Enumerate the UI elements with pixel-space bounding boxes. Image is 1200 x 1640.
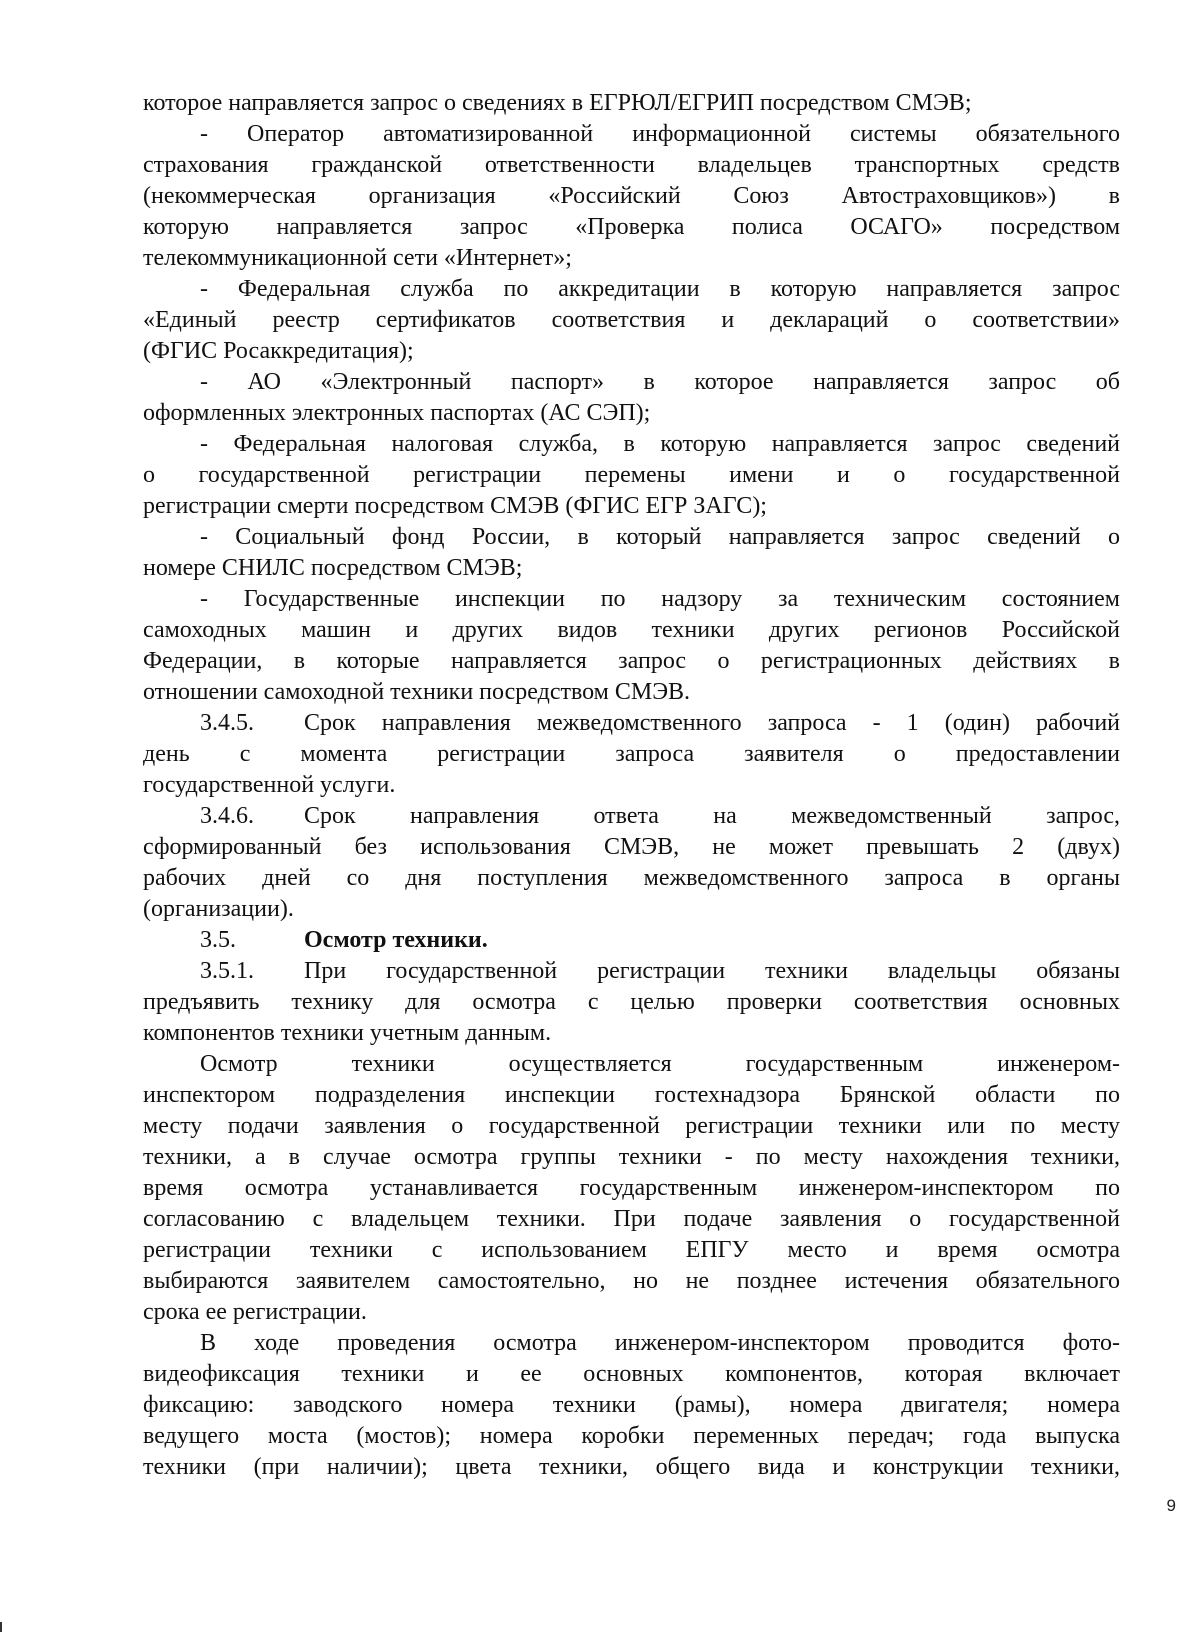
text-line: которую направляется запрос «Проверка полиса ОСАГО» посредством: [143, 214, 1120, 240]
text-line: - Федеральная служба по аккредитации в которую направляется запрос: [200, 276, 1120, 302]
text-line: номере СНИЛС посредством СМЭВ;: [143, 555, 523, 581]
text-line: выбираются заявителем самостоятельно, но не позднее истечения обязательного: [143, 1268, 1120, 1294]
text-line: оформленных электронных паспортах (АС СЭП);: [143, 400, 651, 426]
text-line: страхования гражданской ответственности владельцев транспортных средств: [143, 152, 1120, 178]
text-line: ведущего моста (мостов); номера коробки переменных передач; года выпуска: [143, 1423, 1120, 1449]
section-3-4-6: [143, 801, 1120, 832]
text-line: компонентов техники учетным данным.: [143, 1020, 552, 1046]
text-line: В ходе проведения осмотра инженером-инспектором проводится фото-: [200, 1330, 1120, 1356]
text-line: При государственной регистрации техники владельцы обязаны: [304, 958, 1120, 984]
text-line: время осмотра устанавливается государственным инженером-инспектором по: [143, 1175, 1120, 1201]
text-line: регистрации техники с использованием ЕПГУ место и время осмотра: [143, 1237, 1120, 1263]
text-line: согласованию с владельцем техники. При подаче заявления о государственной: [143, 1206, 1120, 1232]
text-line: предъявить технику для осмотра с целью проверки соответствия основных: [143, 989, 1120, 1015]
text-line: Федерации, в которые направляется запрос о регистрационных действиях в: [143, 648, 1120, 674]
text-line: телекоммуникационной сети «Интернет»;: [143, 245, 572, 271]
text-line: о государственной регистрации перемены имени и о государственной: [143, 462, 1120, 488]
text-line: - Государственные инспекции по надзору за техническим состоянием: [200, 586, 1120, 612]
text-line: месту подачи заявления о государственной регистрации техники или по месту: [143, 1113, 1120, 1139]
text-line: - Федеральная налоговая служба, в которую направляется запрос сведений: [200, 431, 1120, 457]
text-line: (организации).: [143, 896, 294, 922]
text-line: «Единый реестр сертификатов соответствия и деклараций о соответствии»: [143, 307, 1120, 333]
text-line: день с момента регистрации запроса заявителя о предоставлении: [143, 741, 1120, 767]
text-line: техники, а в случае осмотра группы техники - по месту нахождения техники,: [143, 1144, 1120, 1170]
page-number: 9: [1166, 1496, 1176, 1515]
section-number: 3.4.5.: [200, 710, 254, 736]
text-line: - АО «Электронный паспорт» в которое направляется запрос об: [200, 369, 1120, 395]
text-line: (ФГИС Росаккредитация);: [143, 338, 414, 364]
section-heading-3-5: [143, 925, 1120, 956]
document-body: [143, 88, 1120, 1483]
text-line: которое направляется запрос о сведениях в ЕГРЮЛ/ЕГРИП посредством СМЭВ;: [143, 90, 972, 116]
text-line: видеофиксация техники и ее основных компонентов, которая включает: [143, 1361, 1120, 1387]
section-number: 3.4.6.: [200, 803, 254, 829]
section-3-4-5: [143, 708, 1120, 739]
text-line: регистрации смерти посредством СМЭВ (ФГИС ЕГР ЗАГС);: [143, 493, 767, 519]
text-line: - Социальный фонд России, в который направляется запрос сведений о: [200, 524, 1120, 550]
section-3-5-1: [143, 956, 1120, 987]
text-line: инспектором подразделения инспекции гостехнадзора Брянской области по: [143, 1082, 1120, 1108]
text-line: Срок направления ответа на межведомственный запрос,: [304, 803, 1120, 829]
text-line: Срок направления межведомственного запроса - 1 (один) рабочий: [304, 710, 1120, 736]
scan-edge-mark: [0, 1622, 2, 1632]
text-line: рабочих дней со дня поступления межведомственного запроса в органы: [143, 865, 1120, 891]
section-number: 3.5.: [200, 927, 236, 953]
text-line: отношении самоходной техники посредством СМЭВ.: [143, 679, 691, 705]
section-title: Осмотр техники.: [304, 927, 488, 953]
text-line: - Оператор автоматизированной информационной системы обязательного: [200, 121, 1120, 147]
text-line: сформированный без использования СМЭВ, не может превышать 2 (двух): [143, 834, 1120, 860]
section-number: 3.5.1.: [200, 958, 254, 984]
text-line: техники (при наличии); цвета техники, общего вида и конструкции техники,: [143, 1454, 1120, 1480]
text-line: срока ее регистрации.: [143, 1299, 367, 1325]
text-line: фиксацию: заводского номера техники (рамы), номера двигателя; номера: [143, 1392, 1120, 1418]
text-line: (некоммерческая организация «Российский Союз Автостраховщиков») в: [143, 183, 1120, 209]
text-line: самоходных машин и других видов техники других регионов Российской: [143, 617, 1120, 643]
text-line: государственной услуги.: [143, 772, 396, 798]
text-line: Осмотр техники осуществляется государственным инженером-: [200, 1051, 1120, 1077]
